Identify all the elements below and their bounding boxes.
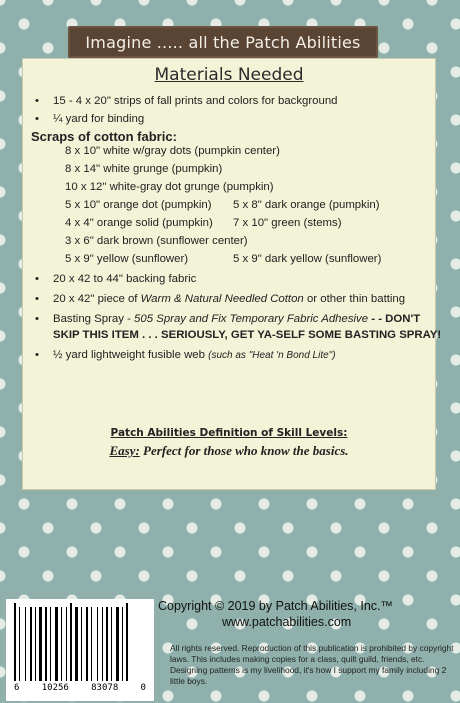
barcode-bar bbox=[39, 607, 42, 681]
barcode-bar bbox=[59, 607, 60, 681]
barcode-bar bbox=[48, 607, 49, 681]
scrap-item: 10 x 12" white-gray dot grunge (pumpkin) bbox=[65, 181, 274, 193]
bullet-icon: • bbox=[35, 273, 39, 285]
scrap-item: 8 x 14" white grunge (pumpkin) bbox=[65, 163, 223, 175]
barcode-bar bbox=[126, 603, 128, 681]
barcode-bar bbox=[45, 607, 47, 681]
barcode-bar bbox=[104, 607, 105, 681]
barcode-bar bbox=[30, 607, 32, 681]
barcode-bar bbox=[37, 607, 38, 681]
website-link[interactable]: www.patchabilities.com bbox=[222, 615, 352, 629]
list-item: • Basting Spray - 505 Spray and Fix Temporary Fabric Adhesive - - DON'T bbox=[35, 313, 421, 325]
barcode-bar bbox=[79, 607, 80, 681]
barcode-bar bbox=[55, 607, 58, 681]
skill-levels-title: Patch Abilities Definition of Skill Levels: bbox=[110, 427, 348, 439]
barcode-bar bbox=[83, 607, 85, 681]
materials-panel bbox=[22, 58, 442, 490]
barcode-bar bbox=[89, 607, 90, 681]
list-item: • 15 - 4 x 20" strips of fall prints and colors for background bbox=[35, 95, 338, 107]
copyright-text: Copyright © 2019 by Patch Abilities, Inc.™ bbox=[158, 599, 394, 613]
barcode-bar bbox=[25, 607, 26, 681]
scrap-item: 5 x 10" orange dot (pumpkin) bbox=[65, 199, 212, 211]
barcode-bar bbox=[109, 607, 110, 681]
scrap-item: 5 x 9" dark yellow (sunflower) bbox=[233, 253, 382, 265]
barcode-bars bbox=[14, 603, 146, 681]
barcode-bar bbox=[52, 607, 54, 681]
barcode-bar bbox=[43, 607, 44, 681]
barcode-bar bbox=[120, 607, 121, 681]
scrap-item: 4 x 4" orange solid (pumpkin) bbox=[65, 217, 213, 229]
bullet-icon: • bbox=[35, 313, 39, 325]
barcode-bar bbox=[27, 607, 29, 681]
barcode-bar bbox=[81, 607, 82, 681]
barcode-bar bbox=[66, 607, 67, 681]
barcode-bar bbox=[97, 607, 98, 681]
barcode bbox=[6, 599, 154, 701]
bullet-icon: • bbox=[35, 113, 39, 125]
barcode-bar bbox=[14, 603, 16, 681]
list-item: • ¼ yard for binding bbox=[35, 113, 145, 125]
barcode-bar bbox=[111, 607, 112, 681]
barcode-bar bbox=[106, 607, 108, 681]
barcode-bar bbox=[63, 607, 65, 681]
footer bbox=[0, 585, 460, 703]
barcode-bar bbox=[113, 607, 115, 681]
header-banner bbox=[68, 26, 378, 58]
barcode-digits: 6 10256 83078 0 bbox=[14, 683, 146, 693]
list-item: • 20 x 42 to 44" backing fabric bbox=[35, 273, 197, 285]
barcode-bar bbox=[50, 607, 51, 681]
legal-notice: All rights reserved. Reproduction of this publication is prohibited by copyright laws. This includes making copies for a class, quilt guild, friends, etc. Designing patterns is my livelihood, it's how I support my family including 2 little boys. bbox=[170, 643, 454, 686]
materials-title: Materials Needed bbox=[154, 65, 304, 85]
barcode-bar bbox=[86, 607, 88, 681]
barcode-bar bbox=[61, 607, 62, 681]
banner-text: Imagine ..... all the Patch Abilities bbox=[85, 32, 361, 52]
barcode-bar bbox=[21, 607, 24, 681]
barcode-bar bbox=[93, 607, 96, 681]
barcode-bar bbox=[122, 607, 123, 681]
skill-level-easy bbox=[23, 443, 435, 459]
bullet-icon: • bbox=[35, 349, 39, 361]
barcode-bar bbox=[75, 607, 78, 681]
scrap-item: 8 x 10" white w/gray dots (pumpkin center) bbox=[65, 145, 280, 157]
barcode-bar bbox=[19, 607, 20, 681]
barcode-bar bbox=[124, 603, 125, 681]
barcode-bar bbox=[91, 607, 92, 681]
list-item-continuation: SKIP THIS ITEM . . . SERIOUSLY, GET YA-SELF SOME BASTING SPRAY! bbox=[53, 329, 442, 341]
easy-description: Perfect for those who know the basics. bbox=[139, 443, 349, 458]
barcode-bar bbox=[116, 607, 119, 681]
scraps-heading: Scraps of cotton fabric: bbox=[31, 129, 177, 144]
barcode-bar bbox=[73, 603, 74, 681]
list-item: • ½ yard lightweight fusible web (such as "Heat 'n Bond Lite") bbox=[35, 349, 336, 361]
bullet-icon: • bbox=[35, 95, 39, 107]
scrap-item: 5 x 8" dark orange (pumpkin) bbox=[233, 199, 380, 211]
barcode-bar bbox=[17, 603, 18, 681]
scrap-item: 3 x 6" dark brown (sunflower center) bbox=[65, 235, 248, 247]
barcode-bar bbox=[70, 603, 72, 681]
barcode-bar bbox=[102, 607, 103, 681]
list-item: • 20 x 42" piece of Warm & Natural Needled Cotton or other thin batting bbox=[35, 293, 406, 305]
barcode-bar bbox=[33, 607, 34, 681]
scrap-item: 7 x 10" green (stems) bbox=[233, 217, 342, 229]
barcode-bar bbox=[68, 607, 69, 681]
easy-label: Easy: bbox=[109, 443, 140, 458]
scrap-item: 5 x 9" yellow (sunflower) bbox=[65, 253, 189, 265]
barcode-bar bbox=[99, 607, 101, 681]
bullet-icon: • bbox=[35, 293, 39, 305]
barcode-bar bbox=[35, 607, 36, 681]
